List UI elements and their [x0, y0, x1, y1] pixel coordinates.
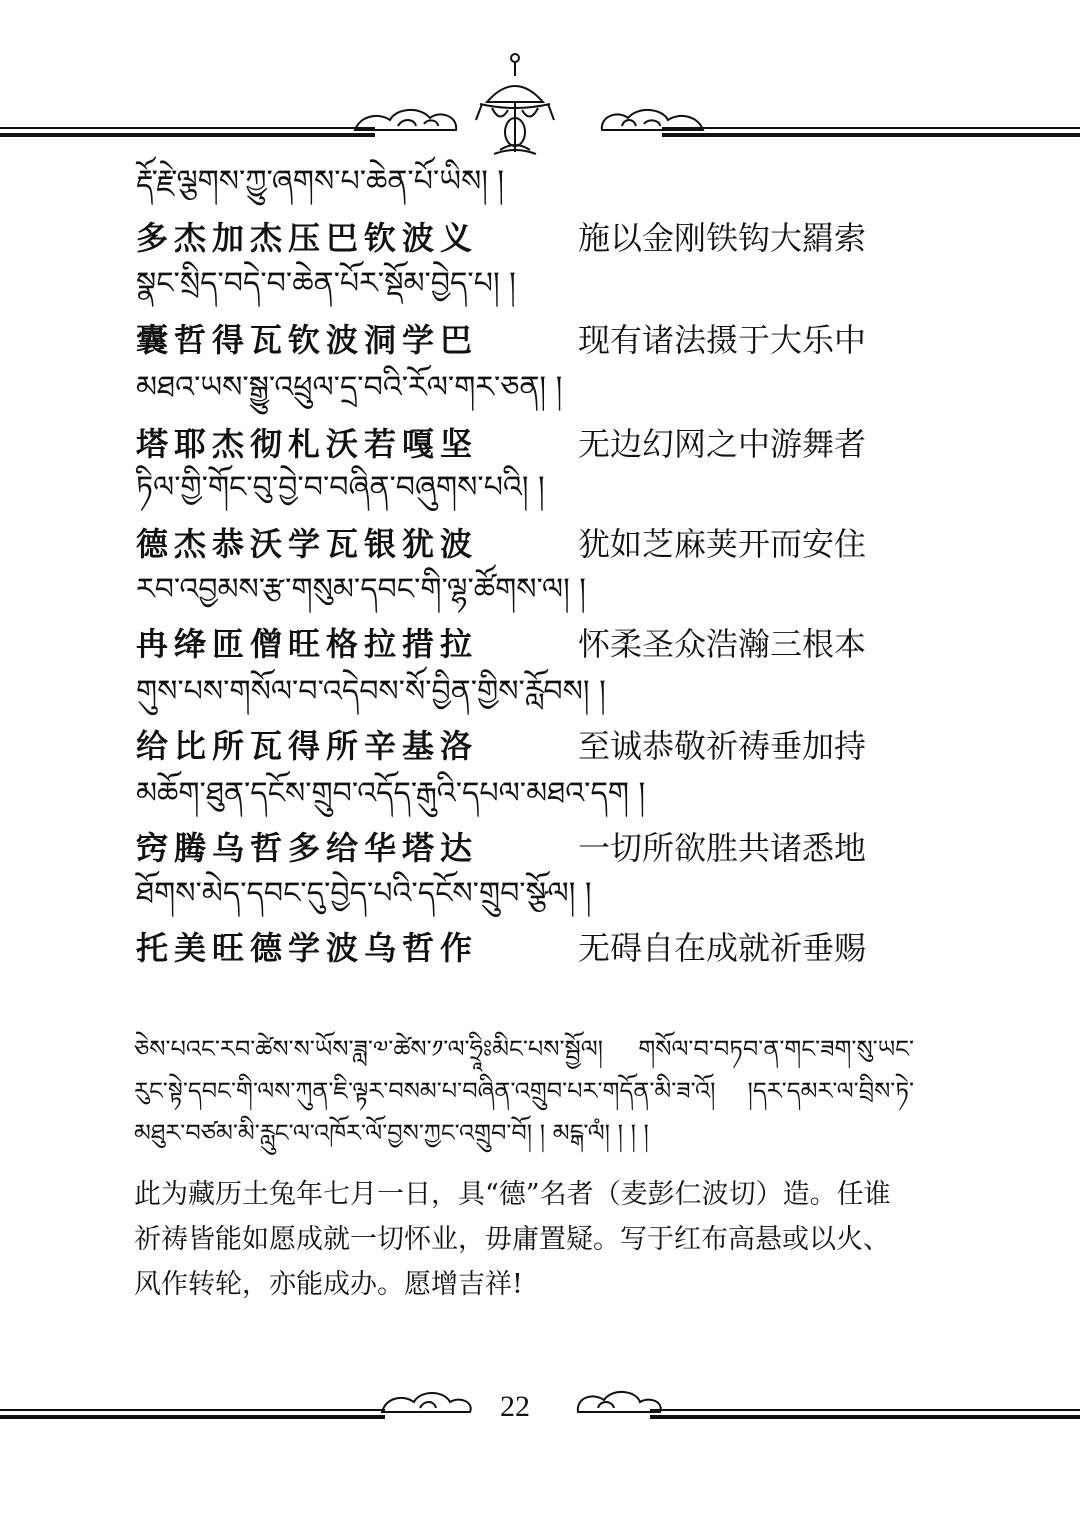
verse-tibetan: ཐོགས་མེད་དབང་དུ་བྱེད་པའི་དངོས་གྲུབ་སྩོལ། །	[136, 876, 592, 911]
verse-translation: 至诚恭敬祈祷垂加持	[578, 727, 867, 765]
verse-tibetan: རབ་འབྱམས་རྩ་གསུམ་དབང་གི་ལྷ་ཚོགས་ལ། །	[136, 572, 586, 607]
verse-transliteration: 托美旺德学波乌哲作	[136, 929, 479, 967]
verse-translation: 一切所欲胜共诸悉地	[578, 829, 867, 867]
verse-tibetan: མཐའ་ཡས་སྒྱུ་འཕྲུལ་དྲ་བའི་རོལ་གར་ཅན། །	[136, 370, 563, 405]
verse-transliteration: 德杰恭沃学瓦银犹波	[136, 525, 479, 563]
verse-translation: 现有诸法摄于大乐中	[578, 321, 867, 359]
header-ornament	[0, 40, 1080, 160]
verse-transliteration: 窍腾乌哲多给华塔达	[136, 829, 479, 867]
verse-tibetan: གུས་པས་གསོལ་བ་འདེབས་སོ་བྱིན་གྱིས་རློབས། །	[136, 674, 606, 709]
verse-transliteration: 囊哲得瓦钦波洞学巴	[136, 321, 479, 359]
colophon-chinese: 此为藏历土兔年七月一日，具“德”名者（麦彭仁波切）造。任谁祈祷皆能如愿成就一切怀业，毋庸置疑。写于红布高悬或以火、风作转轮，亦能成办。愿增吉祥!	[134, 1179, 891, 1300]
verse-translation: 犹如芝麻荚开而安住	[578, 525, 867, 563]
verse-transliteration: 多杰加杰压巴钦波义	[136, 219, 479, 257]
footer-ornament	[0, 1378, 1080, 1428]
verse-transliteration: 给比所瓦得所辛基洛	[136, 727, 479, 765]
verse-translation: 怀柔圣众浩瀚三根本	[578, 625, 867, 663]
verse-tibetan: སྣང་སྲིད་བདེ་བ་ཆེན་པོར་སྡོམ་བྱེད་པ། །	[136, 266, 516, 301]
verse-transliteration: 冉绛匝僧旺格拉措拉	[136, 625, 479, 663]
verse-tibetan: མཆོག་ཐུན་དངོས་གྲུབ་འདོད་རྒུའི་དཔལ་མཐའ་དག །	[136, 776, 646, 811]
verse-tibetan: རྡོ་རྗེ་ལྕགས་ཀྱུ་ཞགས་པ་ཆེན་པོ་ཡིས། །	[136, 164, 505, 199]
page-number: 22	[500, 1390, 530, 1423]
verse-translation: 无边幻网之中游舞者	[578, 425, 867, 463]
verse-transliteration: 塔耶杰彻札沃若嘎坚	[136, 425, 479, 463]
verse-tibetan: ཏིལ་གྱི་གོང་བུ་བྱེ་བ་བཞིན་བཞུགས་པའི། །	[136, 470, 545, 505]
verse-translation: 施以金刚铁钩大羂索	[578, 219, 867, 257]
verse-translation: 无碍自在成就祈垂赐	[578, 929, 867, 967]
colophon-tibetan: ཅེས་པའང་རབ་ཚེས་ས་ཡོས་ཟླ་༧་ཚེས་༡་ལ་ཧྲཱིཿམིང་པས་སྦྱོལ། གསོལ་བ་བཏབ་ན་གང་ཟག་སུ་ཡང་རུང་སྟེ་དབང་གི་ལས་ཀུན་ཇི་ལྟར་བསམ་པ་བཞིན་འགྲུབ་པར་གདོན་མི་ཟ་འོ། །དར་དམར་ལ་བྲིས་ཏེ་མཐུར་བཙམ་མི་རླུང་ལ་འཁོར་ལོ་བྱས་ཀྱང་འགྲུབ་བོ། ། མངྒ་ལཾ། ། ། །	[134, 1035, 914, 1147]
